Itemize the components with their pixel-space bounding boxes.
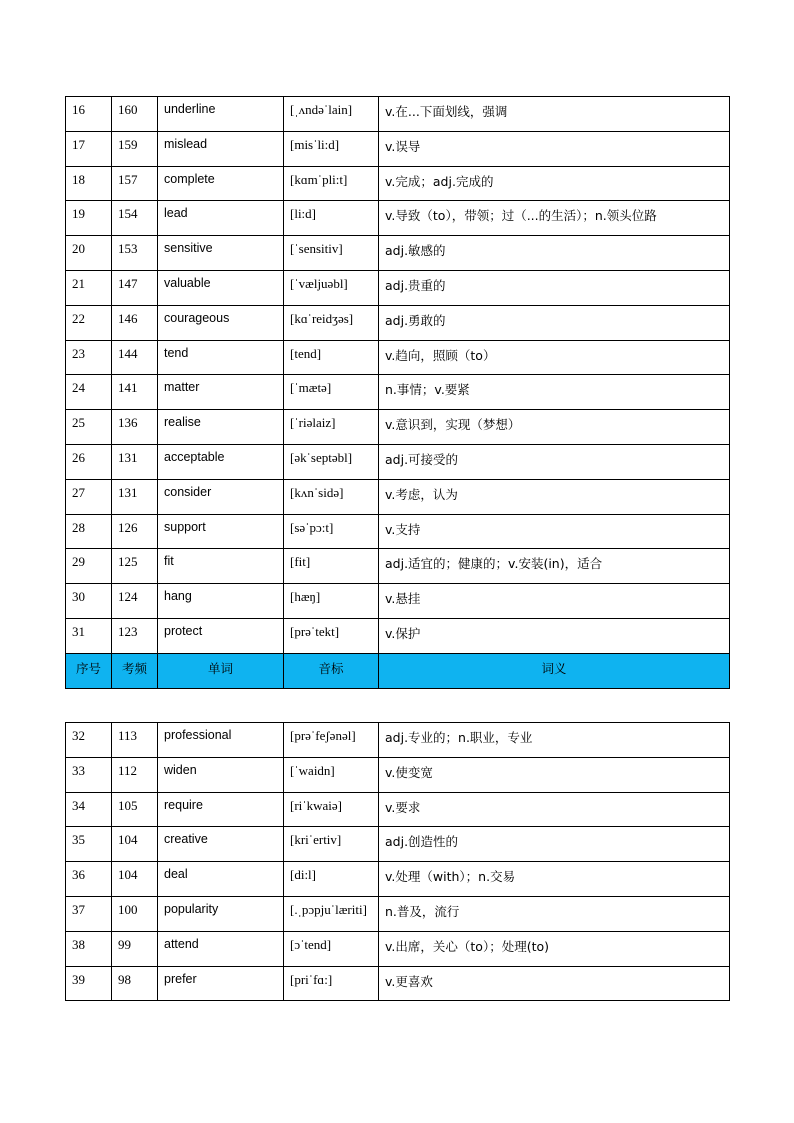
- row-frequency: 136: [112, 410, 158, 445]
- row-meaning: v.支持: [379, 514, 730, 549]
- row-phonetic: [kɑˈreidʒəs]: [284, 305, 379, 340]
- row-number: 30: [66, 584, 112, 619]
- table-row: [66, 305, 730, 340]
- row-word: protect: [158, 618, 284, 653]
- row-phonetic: [prəˈtekt]: [284, 618, 379, 653]
- row-phonetic: [ˈwaidn]: [284, 757, 379, 792]
- row-phonetic: [kriˈertiv]: [284, 827, 379, 862]
- row-number: 25: [66, 410, 112, 445]
- row-frequency: 160: [112, 97, 158, 132]
- row-meaning: v.导致（to），带领；过（...的生活）；n.领头位路: [379, 201, 730, 236]
- table-row: [66, 827, 730, 862]
- row-phonetic: [kɑmˈpli:t]: [284, 166, 379, 201]
- row-phonetic: [ˈmætə]: [284, 375, 379, 410]
- row-frequency: 98: [112, 966, 158, 1001]
- row-frequency: 131: [112, 479, 158, 514]
- row-word: valuable: [158, 270, 284, 305]
- table-row: [66, 723, 730, 758]
- row-number: 21: [66, 270, 112, 305]
- row-meaning: v.趋向，照顾（to）: [379, 340, 730, 375]
- row-phonetic: [misˈli:d]: [284, 131, 379, 166]
- row-frequency: 99: [112, 931, 158, 966]
- row-frequency: 131: [112, 444, 158, 479]
- row-word: prefer: [158, 966, 284, 1001]
- table-row: [66, 131, 730, 166]
- row-phonetic: [hæŋ]: [284, 584, 379, 619]
- row-word: fit: [158, 549, 284, 584]
- table-row: [66, 792, 730, 827]
- row-frequency: 141: [112, 375, 158, 410]
- table-row: [66, 514, 730, 549]
- row-word: underline: [158, 97, 284, 132]
- row-phonetic: [kʌnˈsidə]: [284, 479, 379, 514]
- vocab-table-2: [65, 722, 730, 1001]
- row-frequency: 100: [112, 896, 158, 931]
- row-number: 18: [66, 166, 112, 201]
- row-word: attend: [158, 931, 284, 966]
- row-number: 35: [66, 827, 112, 862]
- table-row: [66, 618, 730, 653]
- row-number: 26: [66, 444, 112, 479]
- row-number: 37: [66, 896, 112, 931]
- row-number: 19: [66, 201, 112, 236]
- table-row: [66, 375, 730, 410]
- row-number: 39: [66, 966, 112, 1001]
- row-meaning: v.考虑，认为: [379, 479, 730, 514]
- row-phonetic: [fit]: [284, 549, 379, 584]
- table-row: [66, 410, 730, 445]
- row-number: 38: [66, 931, 112, 966]
- row-phonetic: [əkˈseptəbl]: [284, 444, 379, 479]
- row-number: 32: [66, 723, 112, 758]
- vocab-table-1-body: [66, 97, 730, 689]
- row-meaning: v.完成；adj.完成的: [379, 166, 730, 201]
- row-phonetic: [ˈsensitiv]: [284, 236, 379, 271]
- row-number: 27: [66, 479, 112, 514]
- row-frequency: 154: [112, 201, 158, 236]
- row-meaning: adj.适宜的；健康的；v.安装(in)，适合: [379, 549, 730, 584]
- row-number: 23: [66, 340, 112, 375]
- row-phonetic: [ɔˈtend]: [284, 931, 379, 966]
- header-no: 序号: [66, 653, 112, 688]
- row-meaning: v.误导: [379, 131, 730, 166]
- row-phonetic: [.ˌpɔpjuˈlæriti]: [284, 896, 379, 931]
- header-freq: 考频: [112, 653, 158, 688]
- table-row: [66, 97, 730, 132]
- table-row: [66, 340, 730, 375]
- table-row: [66, 201, 730, 236]
- row-word: matter: [158, 375, 284, 410]
- row-number: 33: [66, 757, 112, 792]
- row-meaning: adj.贵重的: [379, 270, 730, 305]
- row-meaning: v.意识到，实现（梦想）: [379, 410, 730, 445]
- table-row: [66, 757, 730, 792]
- row-word: realise: [158, 410, 284, 445]
- row-frequency: 144: [112, 340, 158, 375]
- row-number: 28: [66, 514, 112, 549]
- row-meaning: adj.勇敢的: [379, 305, 730, 340]
- table-row: [66, 166, 730, 201]
- row-meaning: adj.敏感的: [379, 236, 730, 271]
- row-word: creative: [158, 827, 284, 862]
- row-phonetic: [li:d]: [284, 201, 379, 236]
- row-word: require: [158, 792, 284, 827]
- row-phonetic: [di:l]: [284, 862, 379, 897]
- row-word: acceptable: [158, 444, 284, 479]
- vocab-table-2-body: [66, 723, 730, 1001]
- row-frequency: 146: [112, 305, 158, 340]
- row-frequency: 159: [112, 131, 158, 166]
- row-meaning: adj.可接受的: [379, 444, 730, 479]
- row-word: professional: [158, 723, 284, 758]
- header-word: 单词: [158, 653, 284, 688]
- row-meaning: adj.专业的；n.职业，专业: [379, 723, 730, 758]
- row-word: courageous: [158, 305, 284, 340]
- table-row: [66, 444, 730, 479]
- table-row: [66, 549, 730, 584]
- row-word: deal: [158, 862, 284, 897]
- row-frequency: 123: [112, 618, 158, 653]
- row-number: 17: [66, 131, 112, 166]
- header-ipa: 音标: [284, 653, 379, 688]
- table-row: [66, 966, 730, 1001]
- row-number: 24: [66, 375, 112, 410]
- row-meaning: v.要求: [379, 792, 730, 827]
- row-phonetic: [tend]: [284, 340, 379, 375]
- row-word: complete: [158, 166, 284, 201]
- row-word: hang: [158, 584, 284, 619]
- table-row: [66, 236, 730, 271]
- row-meaning: n.普及，流行: [379, 896, 730, 931]
- row-meaning: v.出席，关心（to）；处理(to): [379, 931, 730, 966]
- row-meaning: v.保护: [379, 618, 730, 653]
- row-number: 31: [66, 618, 112, 653]
- table-row: [66, 270, 730, 305]
- row-word: tend: [158, 340, 284, 375]
- row-frequency: 147: [112, 270, 158, 305]
- table-row: [66, 584, 730, 619]
- row-meaning: v.更喜欢: [379, 966, 730, 1001]
- row-word: popularity: [158, 896, 284, 931]
- table-row: [66, 862, 730, 897]
- header-meaning: 词义: [379, 653, 730, 688]
- row-frequency: 104: [112, 827, 158, 862]
- vocab-table-1: [65, 96, 730, 689]
- row-word: support: [158, 514, 284, 549]
- row-frequency: 112: [112, 757, 158, 792]
- row-number: 34: [66, 792, 112, 827]
- row-meaning: v.在...下面划线，强调: [379, 97, 730, 132]
- row-phonetic: [riˈkwaiə]: [284, 792, 379, 827]
- row-number: 16: [66, 97, 112, 132]
- row-number: 36: [66, 862, 112, 897]
- row-number: 22: [66, 305, 112, 340]
- table-row: [66, 896, 730, 931]
- row-meaning: v.处理（with）；n.交易: [379, 862, 730, 897]
- row-word: mislead: [158, 131, 284, 166]
- row-word: lead: [158, 201, 284, 236]
- table-row: [66, 479, 730, 514]
- row-phonetic: [ˌʌndəˈlain]: [284, 97, 379, 132]
- row-number: 20: [66, 236, 112, 271]
- row-frequency: 126: [112, 514, 158, 549]
- row-frequency: 104: [112, 862, 158, 897]
- row-meaning: v.使变宽: [379, 757, 730, 792]
- row-frequency: 124: [112, 584, 158, 619]
- row-word: widen: [158, 757, 284, 792]
- table-header-row: [66, 653, 730, 688]
- row-word: consider: [158, 479, 284, 514]
- table-row: [66, 931, 730, 966]
- row-frequency: 153: [112, 236, 158, 271]
- row-phonetic: [səˈpɔ:t]: [284, 514, 379, 549]
- row-meaning: v.悬挂: [379, 584, 730, 619]
- row-phonetic: [ˈriəlaiz]: [284, 410, 379, 445]
- row-frequency: 125: [112, 549, 158, 584]
- row-meaning: n.事情；v.要紧: [379, 375, 730, 410]
- row-number: 29: [66, 549, 112, 584]
- row-phonetic: [priˈfɑ:]: [284, 966, 379, 1001]
- row-frequency: 105: [112, 792, 158, 827]
- row-frequency: 113: [112, 723, 158, 758]
- row-meaning: adj.创造性的: [379, 827, 730, 862]
- row-phonetic: [ˈvæljuəbl]: [284, 270, 379, 305]
- row-phonetic: [prəˈfeʃənəl]: [284, 723, 379, 758]
- row-frequency: 157: [112, 166, 158, 201]
- row-word: sensitive: [158, 236, 284, 271]
